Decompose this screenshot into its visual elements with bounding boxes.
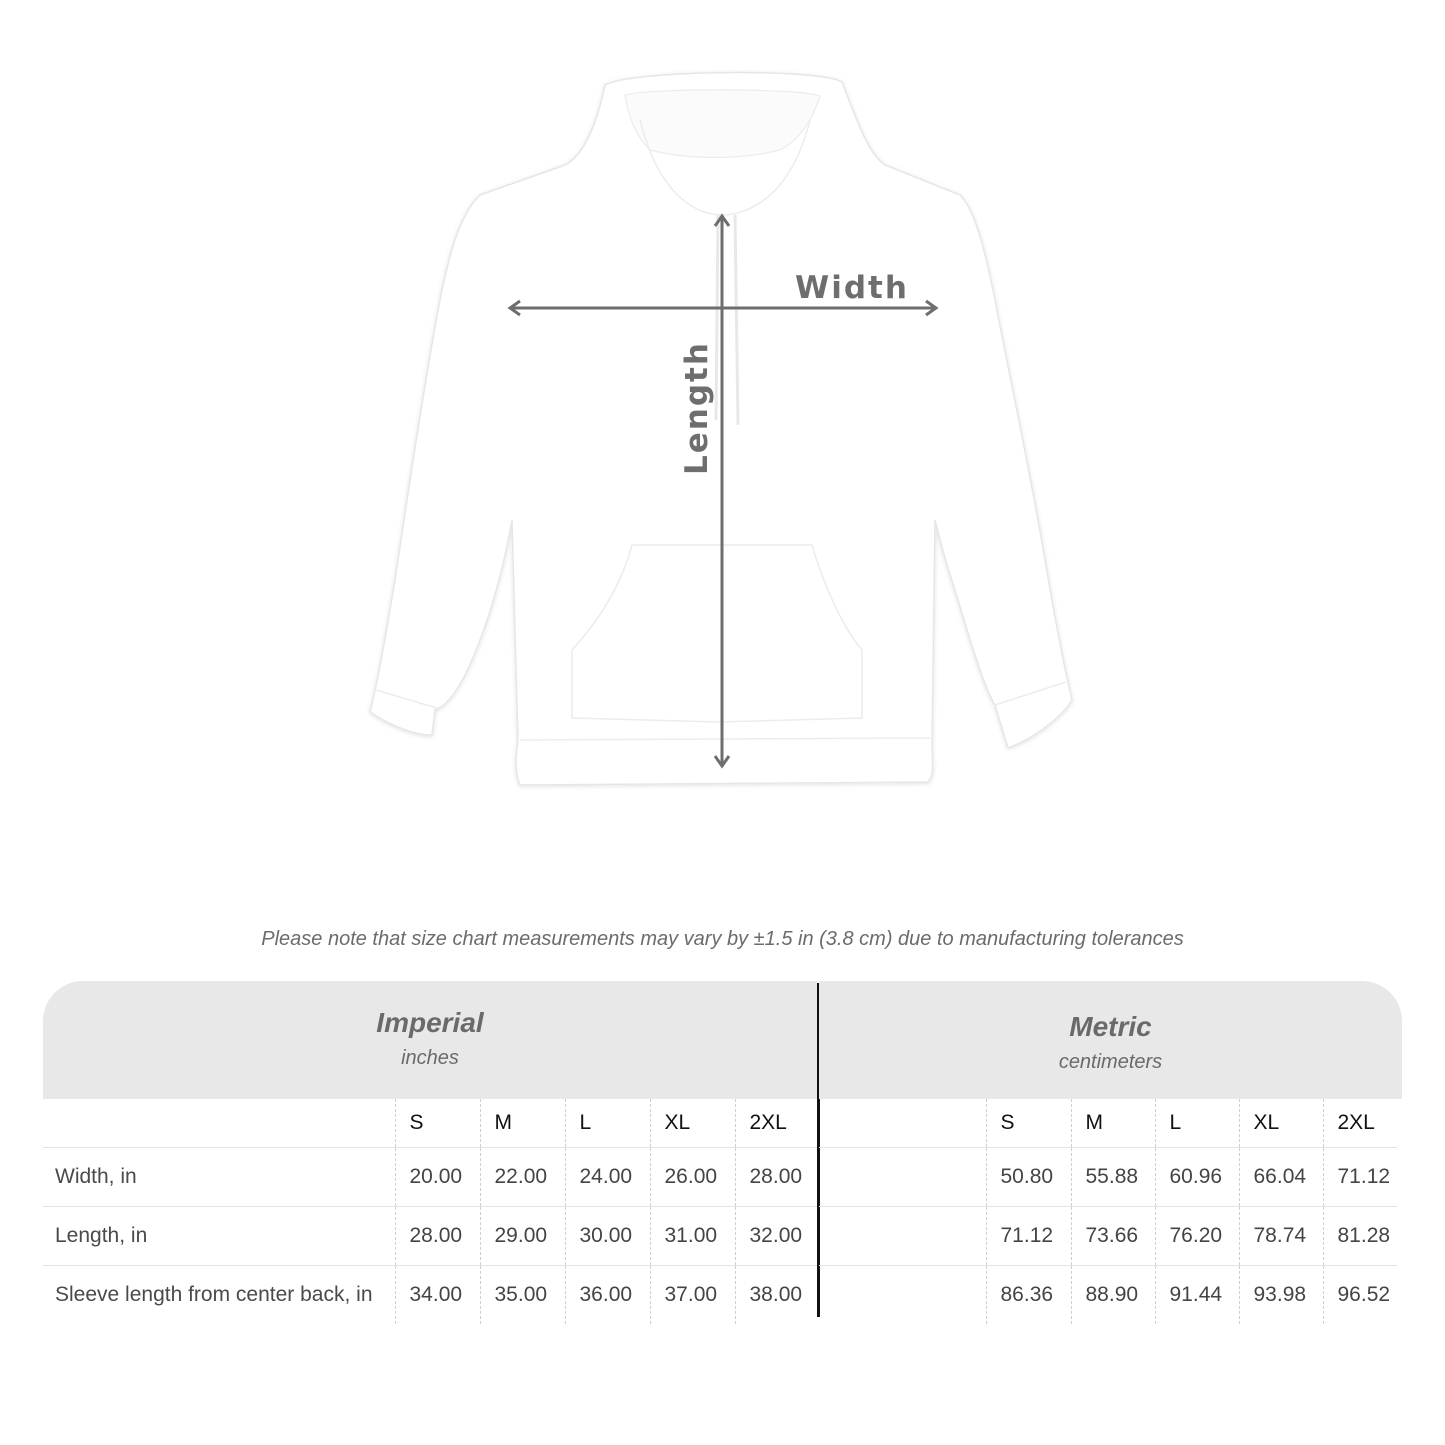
value-cell: 38.00 [735, 1266, 817, 1325]
size-header: L [565, 1099, 650, 1148]
value-cell: 73.66 [1071, 1207, 1155, 1266]
value-cell: 35.00 [480, 1266, 565, 1325]
row-label: Length, in [43, 1207, 395, 1266]
table-row [819, 1207, 1397, 1266]
table-row [819, 1266, 1397, 1325]
imperial-table [43, 1099, 817, 1324]
metric-unit: centimeters [1058, 1051, 1163, 1073]
metric-corner-cell [819, 1099, 986, 1148]
metric-panel [819, 981, 1402, 1321]
value-cell: 76.20 [1155, 1207, 1239, 1266]
value-cell: 32.00 [735, 1207, 817, 1266]
size-header: M [480, 1099, 565, 1148]
value-cell: 22.00 [480, 1148, 565, 1207]
value-cell: 91.44 [1155, 1266, 1239, 1325]
tolerance-note: Please note that size chart measurements may vary by ±1.5 in (3.8 cm) due to manufacturing tolerances [261, 928, 1184, 950]
metric-size-header-row [819, 1099, 1397, 1148]
table-row [43, 1207, 817, 1266]
width-label: Width [795, 270, 909, 306]
metric-title: Metric [1069, 1011, 1152, 1042]
value-cell: 66.04 [1239, 1148, 1323, 1207]
size-header: S [395, 1099, 480, 1148]
size-header: XL [1239, 1099, 1323, 1148]
size-header: 2XL [1323, 1099, 1397, 1148]
imperial-size-header-row [43, 1099, 817, 1148]
metric-table [819, 1099, 1397, 1324]
value-cell: 71.12 [986, 1207, 1071, 1266]
length-label: Length [679, 341, 715, 475]
value-cell: 96.52 [1323, 1266, 1397, 1325]
value-cell: 31.00 [650, 1207, 735, 1266]
imperial-panel [43, 981, 817, 1321]
value-cell: 28.00 [395, 1207, 480, 1266]
value-cell: 71.12 [1323, 1148, 1397, 1207]
value-cell: 60.96 [1155, 1148, 1239, 1207]
value-cell: 36.00 [565, 1266, 650, 1325]
imperial-corner-cell [43, 1099, 395, 1148]
size-header: S [986, 1099, 1071, 1148]
value-cell: 34.00 [395, 1266, 480, 1325]
value-cell: 93.98 [1239, 1266, 1323, 1325]
size-header: L [1155, 1099, 1239, 1148]
value-cell: 30.00 [565, 1207, 650, 1266]
value-cell: 37.00 [650, 1266, 735, 1325]
value-cell: 81.28 [1323, 1207, 1397, 1266]
size-header: XL [650, 1099, 735, 1148]
value-cell: 78.74 [1239, 1207, 1323, 1266]
empty-label-cell [819, 1266, 986, 1325]
imperial-unit: inches [401, 1047, 459, 1069]
value-cell: 28.00 [735, 1148, 817, 1207]
table-row [43, 1266, 817, 1325]
value-cell: 29.00 [480, 1207, 565, 1266]
value-cell: 24.00 [565, 1148, 650, 1207]
size-header: M [1071, 1099, 1155, 1148]
value-cell: 26.00 [650, 1148, 735, 1207]
value-cell: 55.88 [1071, 1148, 1155, 1207]
row-label: Sleeve length from center back, in [55, 1283, 373, 1306]
metric-header [819, 981, 1402, 1099]
row-label: Width, in [43, 1148, 395, 1207]
empty-label-cell [819, 1207, 986, 1266]
table-row [819, 1148, 1397, 1207]
table-row [43, 1148, 817, 1207]
value-cell: 86.36 [986, 1266, 1071, 1325]
value-cell: 50.80 [986, 1148, 1071, 1207]
empty-label-cell [819, 1148, 986, 1207]
size-header: 2XL [735, 1099, 817, 1148]
imperial-header [43, 981, 817, 1099]
value-cell: 20.00 [395, 1148, 480, 1207]
imperial-title: Imperial [376, 1007, 484, 1038]
value-cell: 88.90 [1071, 1266, 1155, 1325]
